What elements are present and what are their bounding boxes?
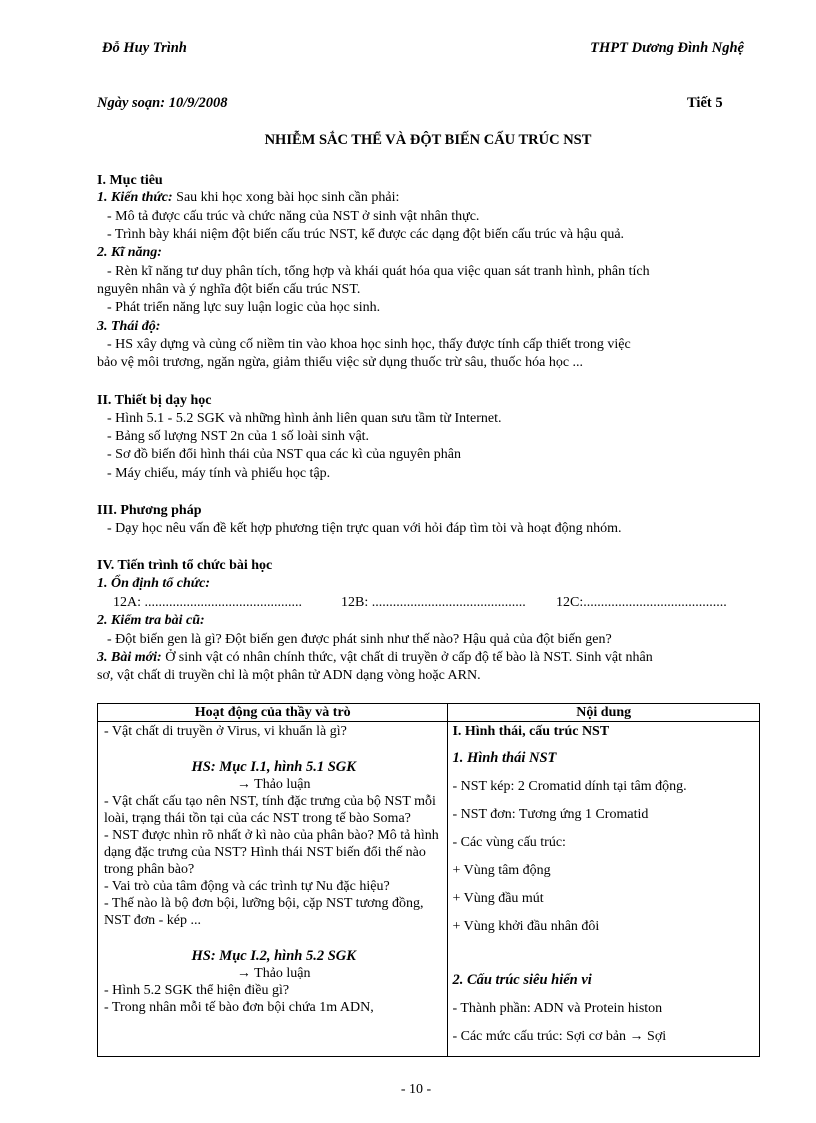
equipment-item: - Hình 5.1 - 5.2 SGK và những hình ảnh liên quan sưu tầm từ Internet. xyxy=(107,411,502,426)
class-12c: 12C:......................................... xyxy=(556,595,727,610)
section-process-heading: IV. Tiến trình tổ chức bài học xyxy=(97,558,273,573)
new-lesson-text: sơ, vật chất di truyền chỉ là một phân tử ADN dạng vòng hoặc ARN. xyxy=(97,668,481,683)
class-12b: 12B: ............................................ xyxy=(341,595,526,610)
section-equipment-heading: II. Thiết bị dạy học xyxy=(97,393,212,408)
content-item: - Các vùng cấu trúc: xyxy=(452,835,566,850)
hs-instruction: HS: Mục I.1, hình 5.1 SGK xyxy=(191,759,356,775)
lesson-title: NHIỄM SẮC THỂ VÀ ĐỘT BIẾN CẤU TRÚC NST xyxy=(264,132,592,148)
question: - Thế nào là bộ đơn bội, lưỡng bội, cặp NST tương đồng, NST đơn - kép ... xyxy=(104,896,424,928)
table-header-row xyxy=(98,704,760,722)
question: - Hình 5.2 SGK thể hiện điều gì? xyxy=(104,983,290,998)
content-item: - NST đơn: Tương ứng 1 Cromatid xyxy=(452,807,649,822)
skills-item: - Phát triển năng lực suy luận logic của học sinh. xyxy=(107,300,381,315)
section-method-heading: III. Phương pháp xyxy=(97,503,202,518)
question: - Vai trò của tâm động và các trình tự Nu đặc hiệu? xyxy=(104,879,390,894)
hs-instruction: HS: Mục I.2, hình 5.2 SGK xyxy=(191,948,356,964)
knowledge-intro: Sau khi học xong bài học sinh cần phải: xyxy=(176,190,400,205)
period-number: Tiết 5 xyxy=(687,95,723,111)
check-item: - Đột biến gen là gì? Đột biến gen được phát sinh như thế nào? Hậu quả của đột biến gen? xyxy=(107,632,612,647)
question: - Trong nhân mỗi tế bào đơn bội chứa 1m ADN, xyxy=(104,1000,374,1015)
content-item: - Thành phần: ADN và Protein histon xyxy=(452,1001,663,1016)
check-label: 2. Kiểm tra bài cũ: xyxy=(97,613,205,628)
discussion-note: → Thảo luận xyxy=(236,777,311,792)
content-item: - NST kép: 2 Cromatid dính tại tâm động. xyxy=(452,779,687,794)
skills-item: nguyên nhân và ý nghĩa đột biến cấu trúc NST. xyxy=(97,282,361,297)
content-item: + Vùng tâm động xyxy=(452,863,551,878)
class-12a: 12A: ............................................. xyxy=(113,595,302,610)
stable-label: 1. Ổn định tổ chức: xyxy=(97,576,211,591)
new-lesson-text: Ở sinh vật có nhân chính thức, vật chất di truyền ở cấp độ tế bào là NST. Sinh vật nhân xyxy=(165,650,653,665)
knowledge-line xyxy=(97,189,399,206)
table-row xyxy=(98,722,760,1057)
content-item: - Các mức cấu trúc: Sợi cơ bản → Sợi xyxy=(452,1029,667,1044)
question: - Vật chất di truyền ở Virus, vi khuẩn là gì? xyxy=(104,724,347,739)
content-subheading: 2. Cấu trúc siêu hiển vi xyxy=(452,972,592,988)
activities-cell xyxy=(98,722,448,1057)
attitude-item: bảo vệ môi trương, ngăn ngừa, giảm thiểu việc sử dụng thuốc trừ sâu, thuốc hóa học ... xyxy=(97,355,584,370)
equipment-item: - Sơ đồ biến đổi hình thái của NST qua các kì của nguyên phân xyxy=(107,447,461,462)
knowledge-item: - Trình bày khái niệm đột biến cấu trúc NST, kể được các dạng đột biến cấu trúc và hậu quả. xyxy=(107,227,625,242)
knowledge-item: - Mô tả được cấu trúc và chức năng của NST ở sinh vật nhân thực. xyxy=(107,209,480,224)
equipment-item: - Bảng số lượng NST 2n của 1 số loài sinh vật. xyxy=(107,429,370,444)
author-name: Đỗ Huy Trình xyxy=(102,40,187,56)
new-lesson-label: 3. Bài mới: xyxy=(97,650,162,665)
col-header-activities: Hoạt động của thầy và trò xyxy=(98,704,448,722)
discussion-note: → Thảo luận xyxy=(236,966,311,981)
content-cell xyxy=(448,722,760,1057)
content-item: + Vùng khởi đầu nhân đôi xyxy=(452,919,600,934)
method-item: - Dạy học nêu vấn đề kết hợp phương tiện trực quan với hỏi đáp tìm tòi và hoạt động nhóm. xyxy=(107,521,622,536)
school-name: THPT Dương Đình Nghệ xyxy=(590,40,744,56)
content-heading: I. Hình thái, cấu trúc NST xyxy=(452,724,610,739)
content-subheading: 1. Hình thái NST xyxy=(452,750,557,766)
question: - Vật chất cấu tạo nên NST, tính đặc trưng của bộ NST mỗi loài, trạng thái tồn tại của các NST trong tế bào Soma? xyxy=(104,794,436,826)
skills-item: - Rèn kĩ năng tư duy phân tích, tổng hợp và khái quát hóa qua việc quan sát tranh hình, phân tích xyxy=(107,264,650,279)
section-objectives-heading: I. Mục tiêu xyxy=(97,173,163,188)
equipment-item: - Máy chiếu, máy tính và phiếu học tập. xyxy=(107,466,331,481)
knowledge-label: 1. Kiến thức: xyxy=(97,190,173,205)
new-lesson-line xyxy=(97,649,653,666)
prep-date: Ngày soạn: 10/9/2008 xyxy=(97,95,228,111)
skills-label: 2. Kĩ năng: xyxy=(97,245,162,260)
question: - NST được nhìn rõ nhất ở kì nào của phân bào? Mô tả hình dạng đặc trưng của NST? Hình thái NST biến đổi thế nào trong phân bào? xyxy=(104,828,439,877)
page-number: - 10 - xyxy=(400,1082,432,1097)
col-header-content: Nội dung xyxy=(448,704,760,722)
attitude-item: - HS xây dựng và củng cố niềm tin vào khoa học sinh học, thấy được tính cấp thiết trong việc xyxy=(107,337,631,352)
content-item: + Vùng đầu mút xyxy=(452,891,544,906)
activity-table xyxy=(97,703,760,1057)
attitude-label: 3. Thái độ: xyxy=(97,319,161,334)
